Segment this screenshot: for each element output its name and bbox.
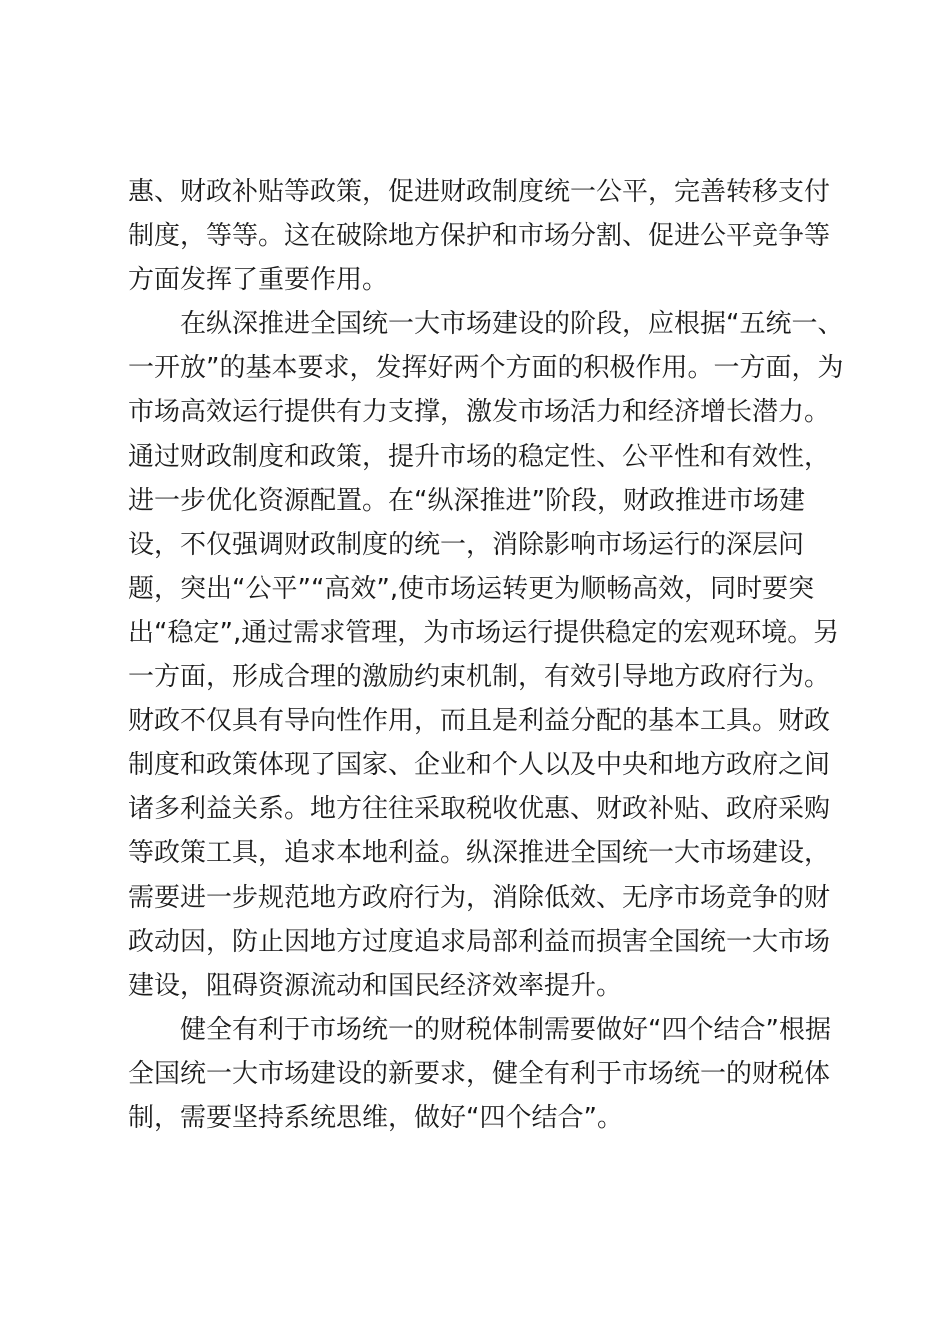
text-line: 一开放”的基本要求，发挥好两个方面的积极作用。一方面，为 [128, 353, 844, 384]
text-line: 通过财政制度和政策，提升市场的稳定性、公平性和有效性， [128, 441, 831, 472]
text-line: 制度和政策体现了国家、企业和个人以及中央和地方政府之间 [128, 750, 831, 781]
text-line: 一方面，形成合理的激励约束机制，有效引导地方政府行为。 [128, 662, 831, 693]
text-line: 诸多利益关系。地方往往采取税收优惠、财政补贴、政府采购 [128, 794, 831, 825]
text-line: 进一步优化资源配置。在“纵深推进”阶段，财政推进市场建 [128, 485, 805, 516]
text-line: 健全有利于市场统一的财税体制需要做好“四个结合”根据 [128, 1014, 831, 1045]
paragraph-3 [128, 1008, 831, 1140]
document-body [128, 170, 844, 1140]
text-line: 制度，等等。这在破除地方保护和市场分割、促进公平竞争等 [128, 221, 831, 252]
text-line: 等政策工具，追求本地利益。纵深推进全国统一大市场建设， [128, 838, 831, 869]
paragraph-2 [128, 302, 844, 1008]
text-line: 出“稳定”,通过需求管理，为市场运行提供稳定的宏观环境。另 [128, 617, 840, 648]
text-line: 建设，阻碍资源流动和国民经济效率提升。 [128, 970, 623, 1001]
text-line: 市场高效运行提供有力支撑，激发市场活力和经济增长潜力。 [128, 397, 831, 428]
text-line: 制，需要坚持系统思维，做好“四个结合”。 [128, 1102, 623, 1133]
text-line: 政动因，防止因地方过度追求局部利益而损害全国统一大市场 [128, 926, 831, 957]
text-line: 题，突出“公平”“高效”,使市场运转更为顺畅高效，同时要突 [128, 573, 815, 604]
paragraph-1 [128, 170, 831, 302]
text-line: 惠、财政补贴等政策，促进财政制度统一公平，完善转移支付 [128, 177, 831, 207]
text-line: 财政不仅具有导向性作用，而且是利益分配的基本工具。财政 [128, 706, 831, 737]
text-line: 全国统一大市场建设的新要求，健全有利于市场统一的财税体 [128, 1058, 831, 1089]
text-line: 在纵深推进全国统一大市场建设的阶段，应根据“五统一、 [128, 309, 844, 340]
text-line: 设，不仅强调财政制度的统一，消除影响市场运行的深层问 [128, 529, 805, 560]
text-line: 方面发挥了重要作用。 [128, 265, 389, 296]
text-line: 需要进一步规范地方政府行为，消除低效、无序市场竞争的财 [128, 882, 831, 913]
